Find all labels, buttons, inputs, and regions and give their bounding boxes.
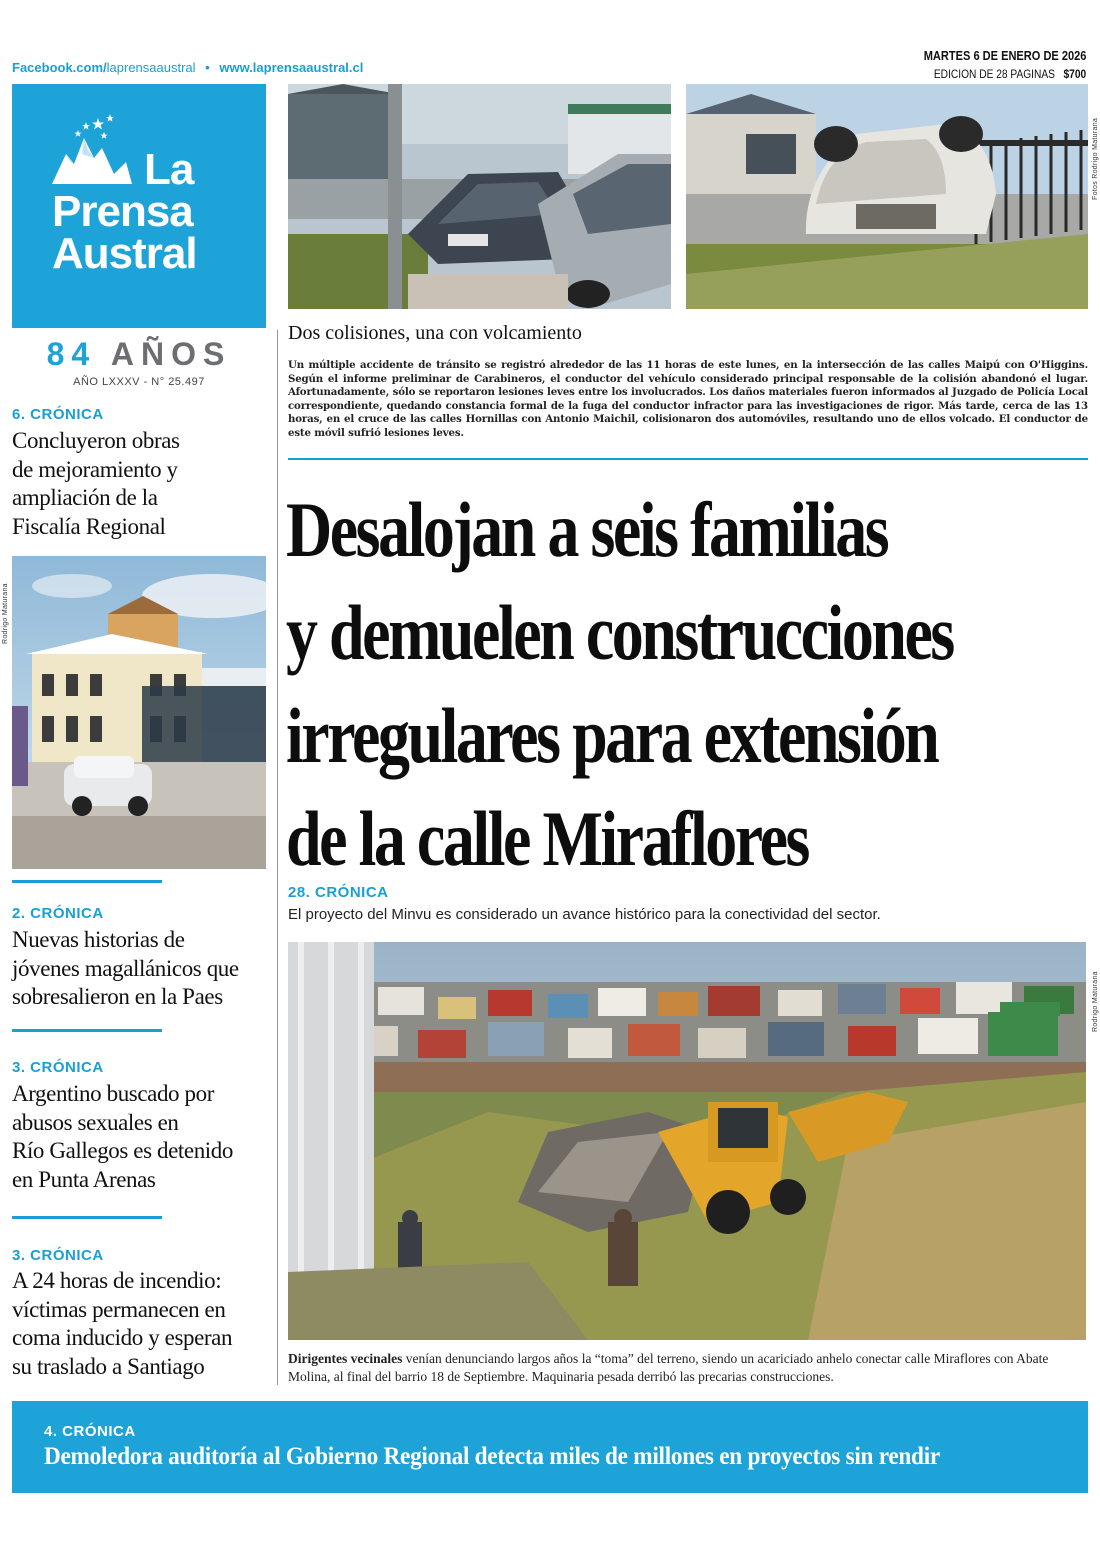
headline-line: Concluyeron obras — [12, 428, 180, 453]
logo-wordmark-la: La — [144, 145, 194, 194]
page-count: EDICION DE 28 PAGINAS — [933, 67, 1055, 81]
facebook-link-prefix[interactable]: Facebook.com/ — [12, 60, 107, 75]
main-headline[interactable] — [286, 478, 953, 890]
headline-line: sobresalieron en la Paes — [12, 984, 223, 1009]
section-label: 2. CRÓNICA — [12, 905, 104, 922]
photo-credit: Rodrigo Maturana — [2, 583, 9, 644]
section-label: 6. CRÓNICA — [12, 406, 104, 423]
anniversary — [12, 336, 266, 373]
banner-headline: Demoledora auditoría al Gobierno Regional detecta miles de millones en proyectos sin rendir — [44, 1443, 940, 1470]
anniversary-word: AÑOS — [110, 336, 232, 372]
column-divider — [277, 330, 278, 1385]
section-label: 28. CRÓNICA — [288, 884, 389, 901]
sidebar-headline[interactable] — [12, 1267, 232, 1381]
divider — [12, 1216, 162, 1219]
top-story-headline[interactable]: Dos colisiones, una con volcamiento — [288, 322, 582, 344]
headline-line: irregulares para extensión — [286, 692, 938, 779]
headline-line: ampliación de la — [12, 485, 158, 510]
headline-line: Fiscalía Regional — [12, 513, 166, 539]
social-links — [12, 60, 363, 75]
caption-text: venían denunciando largos años la “toma” del terreno, siendo un acariciado anhelo conectar calle Miraflores con Abate Molina, al final del barrio 18 de Septiembre. Maquinaria pesada derribó las precarias construcciones. — [288, 1351, 1049, 1384]
headline-line: en Punta Arenas — [12, 1166, 156, 1192]
crash-photo-2-overturned-car — [686, 84, 1088, 309]
headline-line: Argentino buscado por — [12, 1081, 214, 1106]
headline-line: Nuevas historias de — [12, 927, 185, 952]
logo-wordmark-prensa: Prensa — [52, 187, 193, 236]
top-story-body: Un múltiple accidente de tránsito se registró alrededor de las 11 horas de este lunes, en la intersección de las calles Maipú con O'Higgins. Según el informe preliminar de Carabineros, el conductor del vehículo considerado principal responsable de la colisión abandonó el lugar. Afortunadamente, sólo se reportaron lesiones leves entre los involucrados. Los daños materiales fueron informados al Juzgado de Policía Local correspondiente, quedando constancia formal de la fuga del conductor infractor para las investigaciones de rigor. Más tarde, cerca de las 13 horas, en el cruce de las calles Hornillas con Antonio Maichil, colisionaron dos automóviles, resultando uno de ellos volcado. El conductor de este móvil sufrió lesiones leves. — [288, 359, 1088, 439]
photo-credit: Fotos Rodrigo Maturana — [1092, 117, 1099, 200]
bottom-teaser-banner[interactable] — [12, 1401, 1088, 1493]
headline-line: jóvenes magallánicos que — [12, 955, 239, 981]
section-label: 3. CRÓNICA — [12, 1247, 104, 1264]
sidebar-headline[interactable] — [12, 1080, 233, 1194]
headline-line: su traslado a Santiago — [12, 1353, 205, 1379]
issue-number: AÑO LXXXV - N° 25.497 — [73, 376, 205, 388]
main-photo-caption — [288, 1350, 1088, 1386]
facebook-link-handle[interactable]: laprensaaustral — [106, 60, 196, 75]
anniversary-number: 84 — [46, 336, 97, 372]
headline-line: abusos sexuales en — [12, 1109, 179, 1135]
crash-photo-1 — [288, 84, 671, 309]
photo-credit: Rodrigo Maturana — [1092, 971, 1099, 1032]
headline-line: y demuelen construcciones — [286, 589, 953, 676]
main-story-deck: El proyecto del Minvu es considerado un avance histórico para la conectividad del sector. — [288, 906, 881, 923]
headline-line: víctimas permanecen en — [12, 1296, 226, 1322]
headline-line: coma inducido y esperan — [12, 1325, 233, 1350]
mountains-stars-icon — [52, 114, 132, 184]
headline-line: Desalojan a seis familias — [286, 486, 888, 573]
fiscalia-building-photo — [12, 556, 266, 869]
headline-line: A 24 horas de incendio: — [12, 1268, 222, 1293]
website-link[interactable]: www.laprensaaustral.cl — [219, 60, 364, 75]
divider — [12, 1029, 162, 1032]
sidebar-headline[interactable] — [12, 427, 180, 541]
headline-line: Río Gallegos es detenido — [12, 1138, 233, 1163]
headline-line: de la calle Miraflores — [286, 795, 808, 882]
logo-wordmark-austral: Austral — [52, 229, 197, 278]
divider — [12, 880, 162, 883]
section-label: 3. CRÓNICA — [12, 1059, 104, 1076]
edition-info — [934, 67, 1086, 81]
demolition-photo — [288, 942, 1086, 1340]
headline-line: de mejoramiento y — [12, 456, 178, 482]
newspaper-logo[interactable] — [12, 84, 266, 328]
section-label: 4. CRÓNICA — [44, 1423, 136, 1440]
sidebar-headline[interactable] — [12, 926, 239, 1012]
caption-lead: Dirigentes vecinales — [288, 1351, 403, 1366]
price: $700 — [1063, 67, 1086, 81]
separator: • — [205, 60, 210, 75]
divider — [288, 458, 1088, 460]
edition-date: MARTES 6 DE ENERO DE 2026 — [923, 48, 1086, 63]
